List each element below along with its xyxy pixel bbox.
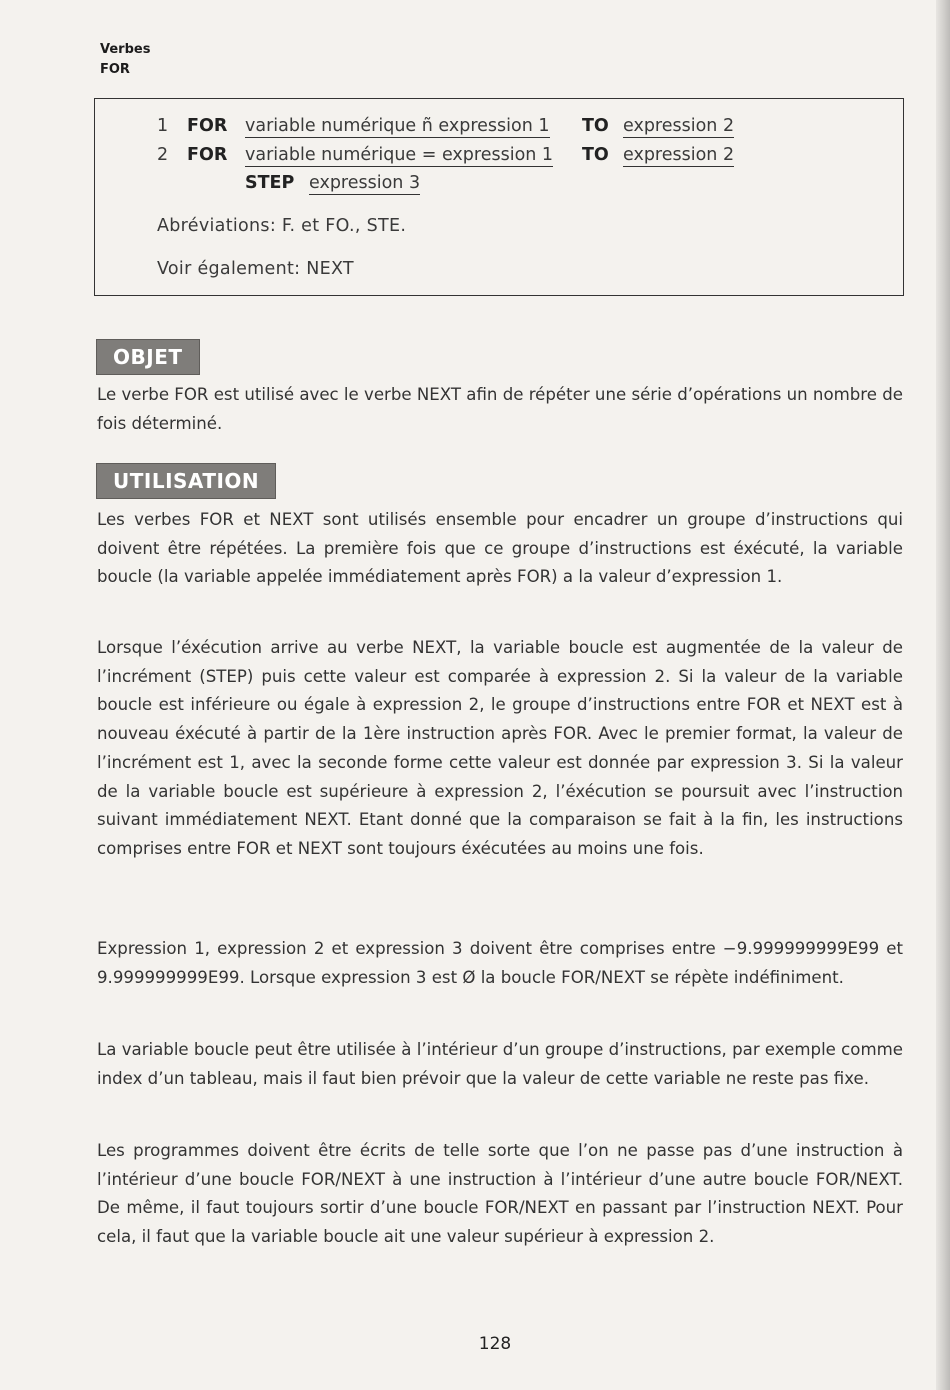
argument-variable: variable numérique = expression 1	[245, 145, 554, 165]
section-label-objet: OBJET	[96, 339, 200, 375]
objet-paragraph: Le verbe FOR est utilisé avec le verbe NEXT afin de répéter une série d’opérations un nombre de fois déterminé.	[97, 385, 903, 433]
utilisation-paragraph-5: Les programmes doivent être écrits de telle sorte que l’on ne passe pas d’une instruction à l’intérieur d’une boucle FOR/NEXT à une instruction à l’intérieur d’une autre boucle FOR/NEXT. De même, il faut toujours sortir d’une boucle FOR/NEXT en passant par l’instruction NEXT. Pour cela, il faut que la variable boucle ait une valeur supérieur à expression 2.	[97, 1141, 903, 1247]
page-binding-shadow	[936, 0, 950, 1390]
keyword-for: FOR	[187, 145, 228, 165]
syntax-box	[94, 98, 904, 296]
keyword-to: TO	[582, 145, 609, 165]
utilisation-paragraph-3: Expression 1, expression 2 et expression 3 doivent être comprises entre −9.999999999E99 et 9.999999999E99. Lorsque expression 3 est Ø la boucle FOR/NEXT se répète indéfiniment.	[97, 939, 903, 987]
abbreviations: Abréviations: F. et FO., STE.	[157, 216, 407, 236]
utilisation-paragraph-2: Lorsque l’éxécution arrive au verbe NEXT, la variable boucle est augmentée de la valeur de l’incrément (STEP) puis cette valeur est comparée à expression 2. Si la valeur de la variable boucle est inférieure ou égale à expression 2, le groupe d’instructions entre FOR et NEXT est à nouveau éxécuté à partir de la 1ère instruction après FOR. Avec le premier format, la valeur de l’incrément est 1, avec la seconde forme cette valeur est donnée par expression 3. Si la valeur de la variable boucle est supérieure à expression 2, l’éxécution se poursuit avec l’instruction suivant immédiatement NEXT. Etant donné que la comparaison se fait à la fin, les instructions comprises entre FOR et NEXT sont toujours éxécutées au moins une fois.	[97, 638, 903, 858]
argument-expression-2: expression 2	[623, 116, 735, 136]
format-number: 2	[157, 145, 169, 165]
see-also: Voir également: NEXT	[157, 259, 354, 279]
page-number: 128	[478, 1334, 512, 1354]
header-verb: FOR	[100, 62, 130, 77]
header-category: Verbes	[100, 42, 151, 57]
running-header	[100, 40, 150, 80]
argument-expression-3: expression 3	[309, 173, 421, 193]
keyword-step: STEP	[245, 173, 295, 193]
keyword-to: TO	[582, 116, 609, 136]
section-label-utilisation: UTILISATION	[96, 463, 276, 499]
argument-expression-2: expression 2	[623, 145, 735, 165]
utilisation-paragraph-4: La variable boucle peut être utilisée à l’intérieur d’un groupe d’instructions, par exemple comme index d’un tableau, mais il faut bien prévoir que la valeur de cette variable ne reste pas fixe.	[97, 1040, 903, 1088]
argument-variable: variable numérique ñ expression 1	[245, 116, 550, 136]
keyword-for: FOR	[187, 116, 228, 136]
format-number: 1	[157, 116, 169, 136]
utilisation-paragraph-1: Les verbes FOR et NEXT sont utilisés ensemble pour encadrer un groupe d’instructions qui doivent être répétées. La première fois que ce groupe d’instructions est éxécuté, la variable boucle (la variable appelée immédiatement après FOR) a la valeur d’expression 1.	[97, 510, 903, 587]
